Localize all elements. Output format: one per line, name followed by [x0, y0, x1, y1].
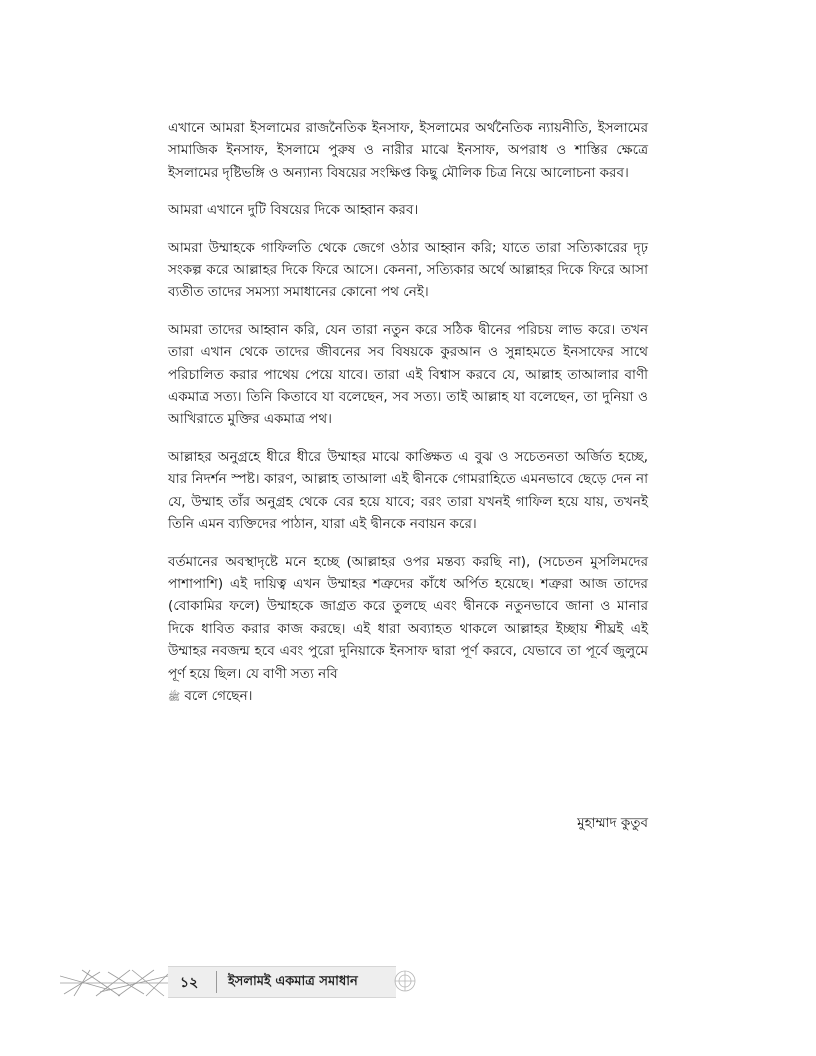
footer-end-ornament-icon — [392, 968, 418, 994]
footer-divider — [216, 971, 217, 993]
paragraph-awareness: আল্লাহর অনুগ্রহে ধীরে ধীরে উম্মাহর মাঝে কাঙ্ক্ষিত এ বুঝ ও সচেতনতা অর্জিত হচ্ছে, যার নিদর্শন স্পষ্ট। কারণ, আল্লাহ তাআলা এই দ্বীনকে গোমরাহিতে এমনভাবে ছেড়ে দেন না যে, উম্মাহ তাঁর অনুগ্রহ থেকে বের হয়ে যাবে; বরং তারা যখনই গাফিল হয়ে যায়, তখনই তিনি এমন ব্যক্তিদের পাঠান, যারা এই দ্বীনকে নবায়ন করে। — [168, 448, 648, 533]
page-number: ১২ — [180, 975, 199, 991]
pbuh-honorific: ﷺ — [168, 691, 181, 703]
paragraph-know-deen: আমরা তাদের আহ্বান করি, যেন তারা নতুন করে সঠিক দ্বীনের পরিচয় লাভ করে। তখন তারা এখান থেকে তাদের জীবনের সব বিষয়কে কুরআন ও সুন্নাহমতে ইনসাফের সাথে পরিচালিত করার পাথেয় পেয়ে যাবে। তারা এই বিশ্বাস করবে যে, আল্লাহ তাআলার বাণী একমাত্র সত্য। তিনি কিতাবে যা বলেছেন, সব সত্য। তাই আল্লাহ যা বলেছেন, তা দুনিয়া ও আখিরাতে মুক্তির একমাত্র পথ। — [168, 321, 648, 428]
paragraph-intro: এখানে আমরা ইসলামের রাজনৈতিক ইনসাফ, ইসলামের অর্থনৈতিক ন্যায়নীতি, ইসলামের সামাজিক ইনসাফ, ইসলামে পুরুষ ও নারীর মাঝে ইনসাফ, অপরাধ ও শাস্তির ক্ষেত্রে ইসলামের দৃষ্টিভঙ্গি ও অন্যান্য বিষয়ের সংক্ষিপ্ত কিছু মৌলিক চিত্র নিয়ে আলোচনা করব। — [168, 120, 648, 181]
footer-ornament-icon — [60, 968, 170, 998]
paragraph-two-invitations: আমরা এখানে দুটি বিষয়ের দিকে আহ্বান করব। — [168, 202, 419, 219]
author-signature: মুহাম্মাদ কুতুব — [577, 815, 648, 831]
page-footer — [60, 958, 420, 1004]
paragraph-present-situation-text: বর্তমানের অবস্থাদৃষ্টে মনে হচ্ছে (আল্লাহর ওপর মন্তব্য করছি না), (সচেতন মুসলিমদের পাশাপাশি) এই দায়িত্ব এখন উম্মাহর শত্রুদের কাঁধে অর্পিত হয়েছে। শত্রুরা আজ তাদের (বোকামির ফলে) উম্মাহকে জাগ্রত করে তুলছে এবং দ্বীনকে নতুনভাবে জানা ও মানার দিকে ধাবিত করার কাজ করছে। এই ধারা অব্যাহত থাকলে আল্লাহর ইচ্ছায় শীঘ্রই এই উম্মাহর নবজন্ম হবে এবং পুরো দুনিয়াকে ইনসাফ দ্বারা পূর্ণ করবে, যেভাবে তা পূর্বে জুলুমে পূর্ণ হয়ে ছিল। যে বাণী সত্য নবি — [168, 553, 648, 682]
paragraph-awaken-ummah: আমরা উম্মাহকে গাফিলতি থেকে জেগে ওঠার আহ্বান করি; যাতে তারা সত্যিকারের দৃঢ় সংকল্প করে আল্লাহর দিকে ফিরে আসে। কেননা, সত্যিকার অর্থে আল্লাহর দিকে ফিরে আসা ব্যতীত তাদের সমস্যা সমাধানের কোনো পথ নেই। — [168, 239, 648, 301]
page-body — [168, 117, 648, 709]
paragraph-present-situation — [168, 551, 648, 710]
paragraph-closing-text: বলে গেছেন। — [180, 687, 253, 704]
footer-title-bar — [168, 966, 396, 998]
book-title: ইসলামই একমাত্র সমাধান — [228, 974, 358, 989]
